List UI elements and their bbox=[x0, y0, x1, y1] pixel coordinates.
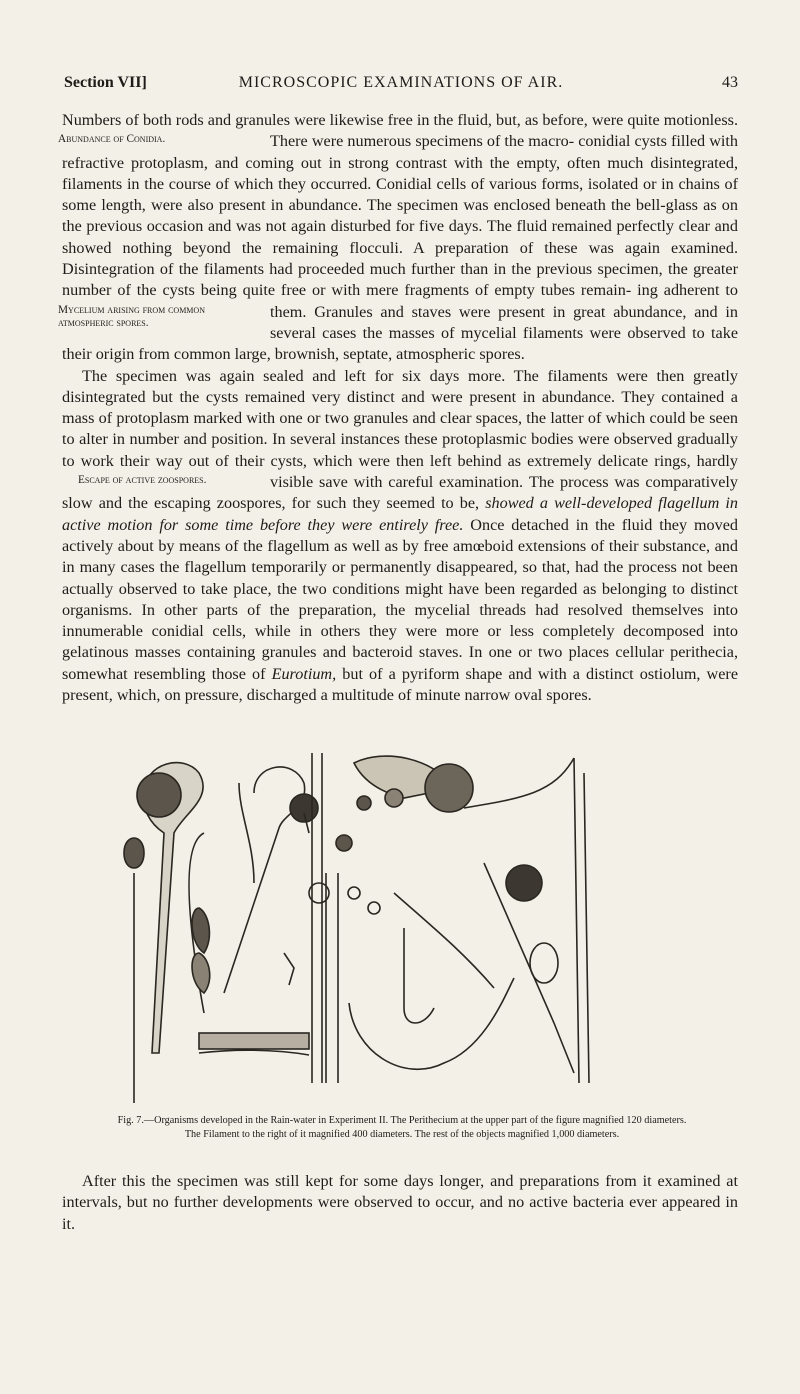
caption-line-1: Fig. 7.—Organisms developed in the Rain-water in Experiment II. The Perithecium at the upper part of the figure magnified 120 diameters. bbox=[117, 1115, 687, 1126]
section-label: Section VII] bbox=[64, 74, 147, 91]
figure-caption bbox=[62, 1114, 742, 1141]
sidenote-conidia: Abundance of Conidia. bbox=[58, 133, 166, 146]
microscope-drawing bbox=[104, 753, 704, 1111]
running-title: MICROSCOPIC EXAMINATIONS OF AIR. bbox=[238, 74, 564, 91]
paragraph-2: The specimen was again sealed and left for six days more. The filaments were then greatly disintegrated but the cysts remained very distinct and were present in abundance. They contained a mass of protoplasm marked with one or two granules and clear spaces, the latter of which could be seen to alter in number and position. In several instances these protoplasmic bodies were observed gradually to work their way out of their cysts, which were then left behind as extremely delicate rings, hardly visible save with careful examination. Escape of active zoospores. The process was comparatively slow and the escaping zoospores, for such they seemed to be, showed a well-developed flagellum in active motion for some time before they were entirely free. Once detached in the fluid they moved actively about by means of the flagellum as well as by free amœboid extensions of their substance, and in many cases the flagellum temporarily or permanently disappeared, so that, had the process not been actually observed to take place, the two conditions might have been regarded as belonging to distinct organisms. In other parts of the preparation, the mycelial threads had resolved themselves into innumerable conidial cells, while in others they were more or less completely decomposed into gelatinous masses containing granules and bacteroid staves. In one or two places cellular perithecia, somewhat resembling those of Eurotium, but of a pyriform shape and with a distinct ostiolum, were present, which, on pressure, discharged a multitude of minute narrow oval spores. bbox=[62, 366, 738, 707]
closing-paragraph: After this the specimen was still kept for some days longer, and preparations from it examined at intervals, but no further developments were observed to occur, and no active bacteria ever appeared in it. bbox=[62, 1172, 738, 1233]
page-number: 43 bbox=[722, 74, 738, 91]
main-text bbox=[58, 110, 739, 706]
sidenote-mycelium: Mycelium arising from common atmospheric spores. bbox=[58, 303, 205, 329]
sidenote-escape: Escape of active zoospores. bbox=[78, 474, 207, 487]
paragraph-1: Numbers of both rods and granules were likewise free in the fluid, but, as before, were quite motionless. There were numerous specimens of the macro- Abundance of Conidia. conidial cysts filled with refractive protoplasm, and coming out in strong contrast with the empty, often much disintegrated, filaments in the course of which they occurred. Conidial cells of various forms, isolated or in chains of some length, were also present in abundance. The specimen was enclosed beneath the bell-glass as on the previous occasion and was not again disturbed for five days. The fluid remained perfectly clear and showed nothing beyond the remaining flocculi. A preparation of these was again examined. Disintegration of the filaments had proceeded much further than in the previous specimen, the greater number of the cysts being quite free or with mere fragments of empty tubes remain- Mycelium arising from common atmospheric spores. ing adherent to them. Granules and staves were present in great abundance, and in several cases the masses of mycelial filaments were observed to take their origin from common large, brownish, septate, atmospheric spores. bbox=[58, 111, 738, 364]
page-header bbox=[64, 74, 738, 98]
caption-line-2: The Filament to the right of it magnified 400 diameters. The rest of the objects magnified 1,000 diameters. bbox=[184, 1128, 620, 1140]
figure-illustration bbox=[104, 753, 704, 1111]
